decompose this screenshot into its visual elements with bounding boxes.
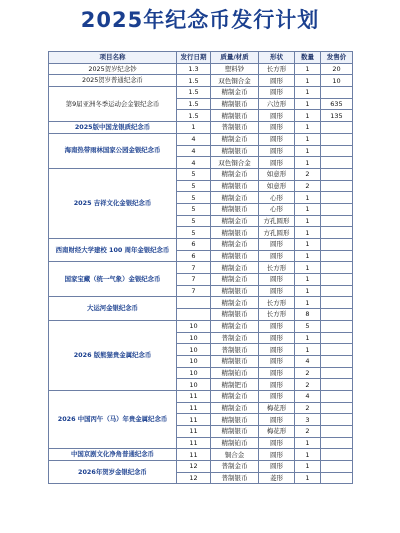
material-cell: 精制金币 xyxy=(211,168,259,180)
material-cell: 精制金币 xyxy=(211,402,259,414)
issue-date-cell: 5 xyxy=(177,227,211,239)
price-cell xyxy=(321,449,353,461)
table-row xyxy=(49,122,353,134)
quantity-cell: 1 xyxy=(295,437,321,449)
header-price: 发售价 xyxy=(321,52,353,64)
shape-cell: 圆形 xyxy=(259,239,295,251)
material-cell: 精制金币 xyxy=(211,87,259,99)
price-cell xyxy=(321,215,353,227)
shape-cell: 圆形 xyxy=(259,75,295,87)
shape-cell: 心形 xyxy=(259,192,295,204)
material-cell: 普制金币 xyxy=(211,332,259,344)
shape-cell: 梅花形 xyxy=(259,402,295,414)
issue-date-cell: 4 xyxy=(177,133,211,145)
table-row xyxy=(49,297,353,309)
issue-date-cell: 12 xyxy=(177,472,211,484)
table-row xyxy=(49,320,353,332)
quantity-cell: 1 xyxy=(295,192,321,204)
material-cell: 精制银币 xyxy=(211,145,259,157)
table-row xyxy=(49,168,353,180)
price-cell xyxy=(321,414,353,426)
material-cell: 精制金币 xyxy=(211,297,259,309)
issue-date-cell xyxy=(177,297,211,309)
project-name-cell: 中国京剧文化净角普通纪念币 xyxy=(49,449,177,461)
table-row xyxy=(49,390,353,402)
issue-date-cell: 7 xyxy=(177,262,211,274)
project-name-cell: 海南热带雨林国家公园金银纪念币 xyxy=(49,133,177,168)
issue-date-cell: 5 xyxy=(177,180,211,192)
price-cell: 135 xyxy=(321,110,353,122)
shape-cell: 圆形 xyxy=(259,122,295,134)
price-cell: 635 xyxy=(321,98,353,110)
material-cell: 精制银币 xyxy=(211,355,259,367)
price-cell xyxy=(321,285,353,297)
quantity-cell: 1 xyxy=(295,274,321,286)
header-quantity: 数量 xyxy=(295,52,321,64)
issue-date-cell: 4 xyxy=(177,145,211,157)
project-name-cell: 2025 吉祥文化金银纪念币 xyxy=(49,168,177,238)
price-cell xyxy=(321,379,353,391)
shape-cell: 圆形 xyxy=(259,355,295,367)
price-cell xyxy=(321,145,353,157)
quantity-cell: 1 xyxy=(295,133,321,145)
shape-cell: 如意形 xyxy=(259,168,295,180)
issue-date-cell: 1.3 xyxy=(177,63,211,75)
issue-date-cell: 11 xyxy=(177,449,211,461)
issue-date-cell: 11 xyxy=(177,414,211,426)
price-cell xyxy=(321,87,353,99)
material-cell: 精制银币 xyxy=(211,227,259,239)
price-cell xyxy=(321,227,353,239)
shape-cell: 长方形 xyxy=(259,309,295,321)
issue-date-cell: 5 xyxy=(177,168,211,180)
issue-date-cell: 7 xyxy=(177,274,211,286)
price-cell xyxy=(321,390,353,402)
shape-cell: 圆形 xyxy=(259,414,295,426)
quantity-cell: 1 xyxy=(295,145,321,157)
material-cell: 塑料钞 xyxy=(211,63,259,75)
shape-cell: 圆形 xyxy=(259,110,295,122)
header-issue-date: 发行日期 xyxy=(177,52,211,64)
shape-cell: 心形 xyxy=(259,203,295,215)
price-cell xyxy=(321,297,353,309)
price-cell xyxy=(321,437,353,449)
shape-cell: 圆形 xyxy=(259,367,295,379)
shape-cell: 圆形 xyxy=(259,461,295,473)
price-cell xyxy=(321,180,353,192)
issue-date-cell: 1.5 xyxy=(177,75,211,87)
issue-date-cell: 11 xyxy=(177,437,211,449)
issue-date-cell: 10 xyxy=(177,332,211,344)
quantity-cell: 2 xyxy=(295,402,321,414)
price-cell xyxy=(321,344,353,356)
table-row xyxy=(49,63,353,75)
issue-date-cell: 10 xyxy=(177,379,211,391)
price-cell xyxy=(321,133,353,145)
material-cell: 精制银币 xyxy=(211,250,259,262)
material-cell: 精制银币 xyxy=(211,285,259,297)
material-cell: 精制金币 xyxy=(211,133,259,145)
material-cell: 精制银币 xyxy=(211,110,259,122)
shape-cell: 如意形 xyxy=(259,180,295,192)
quantity-cell: 1 xyxy=(295,250,321,262)
quantity-cell: 1 xyxy=(295,87,321,99)
project-name-cell: 2025贺岁纪念钞 xyxy=(49,63,177,75)
issue-date-cell: 6 xyxy=(177,250,211,262)
header-project-name: 项目名称 xyxy=(49,52,177,64)
issue-date-cell: 6 xyxy=(177,239,211,251)
issue-date-cell: 10 xyxy=(177,320,211,332)
price-cell xyxy=(321,250,353,262)
project-name-cell: 西南财经大学建校 100 周年金银纪念币 xyxy=(49,239,177,262)
price-cell xyxy=(321,157,353,169)
shape-cell: 圆形 xyxy=(259,320,295,332)
issue-date-cell: 11 xyxy=(177,390,211,402)
price-cell xyxy=(321,402,353,414)
price-cell xyxy=(321,168,353,180)
quantity-cell: 1 xyxy=(295,449,321,461)
shape-cell: 长方形 xyxy=(259,63,295,75)
material-cell: 精制银币 xyxy=(211,180,259,192)
table-row xyxy=(49,449,353,461)
quantity-cell: 1 xyxy=(295,122,321,134)
issue-date-cell: 10 xyxy=(177,355,211,367)
price-cell xyxy=(321,203,353,215)
price-cell xyxy=(321,262,353,274)
material-cell: 普制银币 xyxy=(211,472,259,484)
project-name-cell: 2025版中国龙银质纪念币 xyxy=(49,122,177,134)
quantity-cell: 2 xyxy=(295,379,321,391)
quantity-cell: 1 xyxy=(295,98,321,110)
table-row xyxy=(49,87,353,99)
material-cell: 双色铜合金 xyxy=(211,157,259,169)
price-cell xyxy=(321,192,353,204)
issue-date-cell: 5 xyxy=(177,203,211,215)
price-cell: 20 xyxy=(321,63,353,75)
shape-cell: 长方形 xyxy=(259,297,295,309)
price-cell: 10 xyxy=(321,75,353,87)
price-cell xyxy=(321,367,353,379)
shape-cell: 长方形 xyxy=(259,262,295,274)
material-cell: 精制金币 xyxy=(211,274,259,286)
material-cell: 精制铂币 xyxy=(211,367,259,379)
shape-cell: 圆形 xyxy=(259,332,295,344)
quantity-cell: 1 xyxy=(295,215,321,227)
header-material: 质量/材质 xyxy=(211,52,259,64)
project-name-cell: 2026 版熊猫贵金属纪念币 xyxy=(49,320,177,390)
quantity-cell: 1 xyxy=(295,297,321,309)
quantity-cell: 2 xyxy=(295,180,321,192)
material-cell: 精制金币 xyxy=(211,262,259,274)
shape-cell: 圆形 xyxy=(259,133,295,145)
quantity-cell: 1 xyxy=(295,227,321,239)
issue-date-cell: 10 xyxy=(177,367,211,379)
issue-date-cell: 11 xyxy=(177,426,211,438)
material-cell: 精制银币 xyxy=(211,414,259,426)
quantity-cell: 1 xyxy=(295,110,321,122)
price-cell xyxy=(321,472,353,484)
shape-cell: 圆形 xyxy=(259,449,295,461)
shape-cell: 圆形 xyxy=(259,87,295,99)
shape-cell: 圆形 xyxy=(259,145,295,157)
quantity-cell: 8 xyxy=(295,309,321,321)
price-cell xyxy=(321,122,353,134)
quantity-cell: 1 xyxy=(295,262,321,274)
issue-date-cell: 11 xyxy=(177,402,211,414)
shape-cell: 菱形 xyxy=(259,472,295,484)
price-cell xyxy=(321,461,353,473)
shape-cell: 圆形 xyxy=(259,157,295,169)
issue-date-cell: 1 xyxy=(177,122,211,134)
project-name-cell: 国家宝藏（统一气象）金银纪念币 xyxy=(49,262,177,297)
price-cell xyxy=(321,239,353,251)
material-cell: 精制银币 xyxy=(211,309,259,321)
project-name-cell: 2025贺岁普通纪念币 xyxy=(49,75,177,87)
quantity-cell: 1 xyxy=(295,157,321,169)
quantity-cell: 1 xyxy=(295,239,321,251)
shape-cell: 方孔圆形 xyxy=(259,215,295,227)
issue-date-cell: 7 xyxy=(177,285,211,297)
shape-cell: 圆形 xyxy=(259,437,295,449)
material-cell: 精制银币 xyxy=(211,203,259,215)
quantity-cell: 5 xyxy=(295,320,321,332)
quantity-cell: 1 xyxy=(295,63,321,75)
material-cell: 精制金币 xyxy=(211,192,259,204)
material-cell: 铜合金 xyxy=(211,449,259,461)
quantity-cell: 2 xyxy=(295,426,321,438)
shape-cell: 圆形 xyxy=(259,250,295,262)
shape-cell: 圆形 xyxy=(259,344,295,356)
material-cell: 精制金币 xyxy=(211,390,259,402)
issue-date-cell: 10 xyxy=(177,344,211,356)
material-cell: 精制银币 xyxy=(211,98,259,110)
issue-date-cell: 1.5 xyxy=(177,110,211,122)
issue-date-cell xyxy=(177,309,211,321)
page-title: 2025年纪念币发行计划 xyxy=(80,8,320,32)
quantity-cell: 1 xyxy=(295,332,321,344)
quantity-cell: 2 xyxy=(295,367,321,379)
quantity-cell: 1 xyxy=(295,461,321,473)
shape-cell: 圆形 xyxy=(259,285,295,297)
quantity-cell: 3 xyxy=(295,414,321,426)
table-row xyxy=(49,262,353,274)
quantity-cell: 1 xyxy=(295,472,321,484)
material-cell: 精制银币 xyxy=(211,426,259,438)
table-header-row xyxy=(49,52,353,64)
issue-date-cell: 1.5 xyxy=(177,98,211,110)
issue-date-cell: 1.5 xyxy=(177,87,211,99)
material-cell: 普制银币 xyxy=(211,122,259,134)
material-cell: 普制金币 xyxy=(211,461,259,473)
material-cell: 精制铂币 xyxy=(211,437,259,449)
price-cell xyxy=(321,426,353,438)
shape-cell: 六边形 xyxy=(259,98,295,110)
quantity-cell: 1 xyxy=(295,75,321,87)
quantity-cell: 1 xyxy=(295,285,321,297)
issue-date-cell: 5 xyxy=(177,192,211,204)
shape-cell: 方孔圆形 xyxy=(259,227,295,239)
price-cell xyxy=(321,320,353,332)
material-cell: 精制金币 xyxy=(211,215,259,227)
issue-date-cell: 12 xyxy=(177,461,211,473)
coin-plan-table xyxy=(48,51,353,484)
quantity-cell: 1 xyxy=(295,344,321,356)
shape-cell: 圆形 xyxy=(259,390,295,402)
issue-date-cell: 5 xyxy=(177,215,211,227)
issue-date-cell: 4 xyxy=(177,157,211,169)
table-row xyxy=(49,461,353,473)
price-cell xyxy=(321,274,353,286)
material-cell: 精制钯币 xyxy=(211,379,259,391)
quantity-cell: 4 xyxy=(295,390,321,402)
table-row xyxy=(49,239,353,251)
material-cell: 精制金币 xyxy=(211,239,259,251)
material-cell: 双色铜合金 xyxy=(211,75,259,87)
price-cell xyxy=(321,309,353,321)
project-name-cell: 第9届亚洲冬季运动会金银纪念币 xyxy=(49,87,177,122)
price-cell xyxy=(321,332,353,344)
shape-cell: 梅花形 xyxy=(259,426,295,438)
table-row xyxy=(49,133,353,145)
quantity-cell: 4 xyxy=(295,355,321,367)
quantity-cell: 2 xyxy=(295,168,321,180)
material-cell: 普制银币 xyxy=(211,344,259,356)
shape-cell: 圆形 xyxy=(259,379,295,391)
table-row xyxy=(49,75,353,87)
price-cell xyxy=(321,355,353,367)
project-name-cell: 大运河金银纪念币 xyxy=(49,297,177,320)
project-name-cell: 2026年贺岁金银纪念币 xyxy=(49,461,177,484)
quantity-cell: 1 xyxy=(295,203,321,215)
material-cell: 精制金币 xyxy=(211,320,259,332)
project-name-cell: 2026 中国丙午（马）年贵金属纪念币 xyxy=(49,390,177,448)
table-body xyxy=(49,63,353,484)
shape-cell: 圆形 xyxy=(259,274,295,286)
header-shape: 形状 xyxy=(259,52,295,64)
